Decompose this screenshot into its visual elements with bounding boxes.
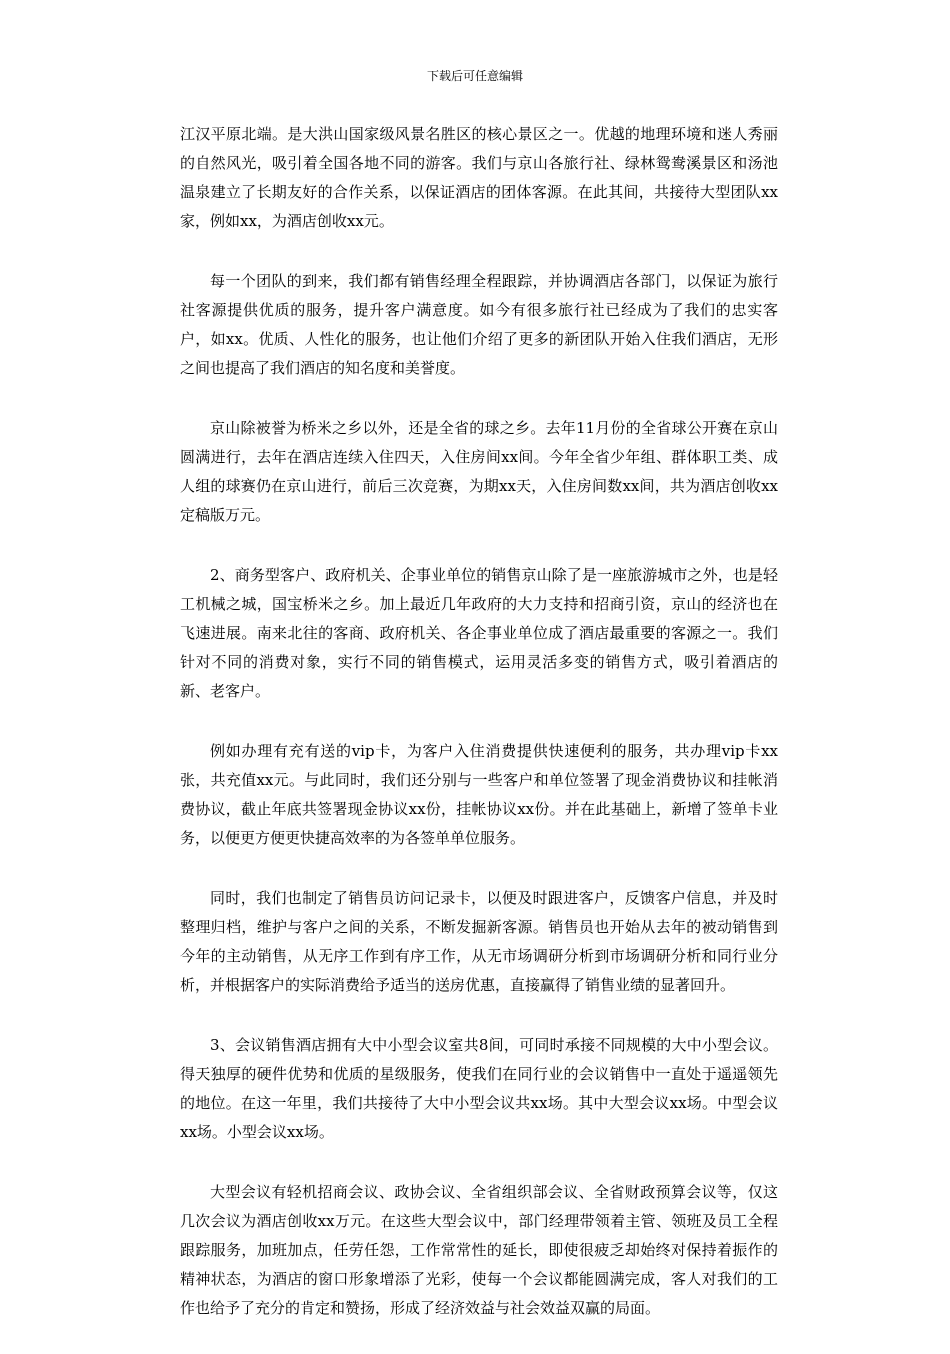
paragraph-3: 京山除被誉为桥米之乡以外，还是全省的球之乡。去年11月份的全省球公开赛在京山圆满进行，去年在酒店连续入住四天，入住房间xx间。今年全省少年组、群体职工类、成人组的球赛仍在京山进行，前后三次竞赛，为期xx天，入住房间数xx间，共为酒店创收xx定稿版万元。 <box>180 419 778 524</box>
paragraph-8: 大型会议有轻机招商会议、政协会议、全省组织部会议、全省财政预算会议等，仅这几次会议为酒店创收xx万元。在这些大型会议中，部门经理带领着主管、领班及员工全程跟踪服务，加班加点，任劳任怨，工作常常性的延长，即使很疲乏却始终对保持着振作的精神状态，为酒店的窗口形象增添了光彩，使每一个会议都能圆满完成，客人对我们的工作也给予了充分的肯定和赞扬，形成了经济效益与社会效益双赢的局面。 <box>180 1183 778 1317</box>
paragraph-2: 每一个团队的到来，我们都有销售经理全程跟踪，并协调酒店各部门，以保证为旅行社客源提供优质的服务，提升客户满意度。如今有很多旅行社已经成为了我们的忠实客户，如xx。优质、人性化的服务，也让他们介绍了更多的新团队开始入住我们酒店，无形之间也提高了我们酒店的知名度和美誉度。 <box>180 272 778 377</box>
document-body <box>180 120 778 1354</box>
paragraph-7: 3、会议销售酒店拥有大中小型会议室共8间，可同时承接不同规模的大中小型会议。得天独厚的硬件优势和优质的星级服务，使我们在同行业的会议销售中一直处于遥遥领先的地位。在这一年里，我们共接待了大中小型会议共xx场。其中大型会议xx场。中型会议xx场。小型会议xx场。 <box>180 1036 778 1141</box>
paragraph-1: 江汉平原北端。是大洪山国家级风景名胜区的核心景区之一。优越的地理环境和迷人秀丽的自然风光，吸引着全国各地不同的游客。我们与京山各旅行社、绿林鸳鸯溪景区和汤池温泉建立了长期友好的合作关系，以保证酒店的团体客源。在此其间，共接待大型团队xx家，例如xx，为酒店创收xx元。 <box>180 125 778 230</box>
page-header: 下载后可任意编辑 <box>426 69 523 83</box>
paragraph-4: 2、商务型客户、政府机关、企事业单位的销售京山除了是一座旅游城市之外，也是轻工机械之城，国宝桥米之乡。加上最近几年政府的大力支持和招商引资，京山的经济也在飞速进展。南来北往的客商、政府机关、各企事业单位成了酒店最重要的客源之一。我们针对不同的消费对象，实行不同的销售模式，运用灵活多变的销售方式，吸引着酒店的新、老客户。 <box>180 566 778 700</box>
paragraph-5: 例如办理有充有送的vip卡，为客户入住消费提供快速便利的服务，共办理vip卡xx张，共充值xx元。与此同时，我们还分别与一些客户和单位签署了现金消费协议和挂帐消费协议，截止年底共签署现金协议xx份，挂帐协议xx份。并在此基础上，新增了签单卡业务，以便更方便更快捷高效率的为各签单单位服务。 <box>180 742 778 847</box>
paragraph-6: 同时，我们也制定了销售员访问记录卡，以便及时跟进客户，反馈客户信息，并及时整理归档，维护与客户之间的关系，不断发掘新客源。销售员也开始从去年的被动销售到今年的主动销售，从无序工作到有序工作，从无市场调研分析到市场调研分析和同行业分析，并根据客户的实际消费给予适当的送房优惠，直接赢得了销售业绩的显著回升。 <box>180 889 778 994</box>
